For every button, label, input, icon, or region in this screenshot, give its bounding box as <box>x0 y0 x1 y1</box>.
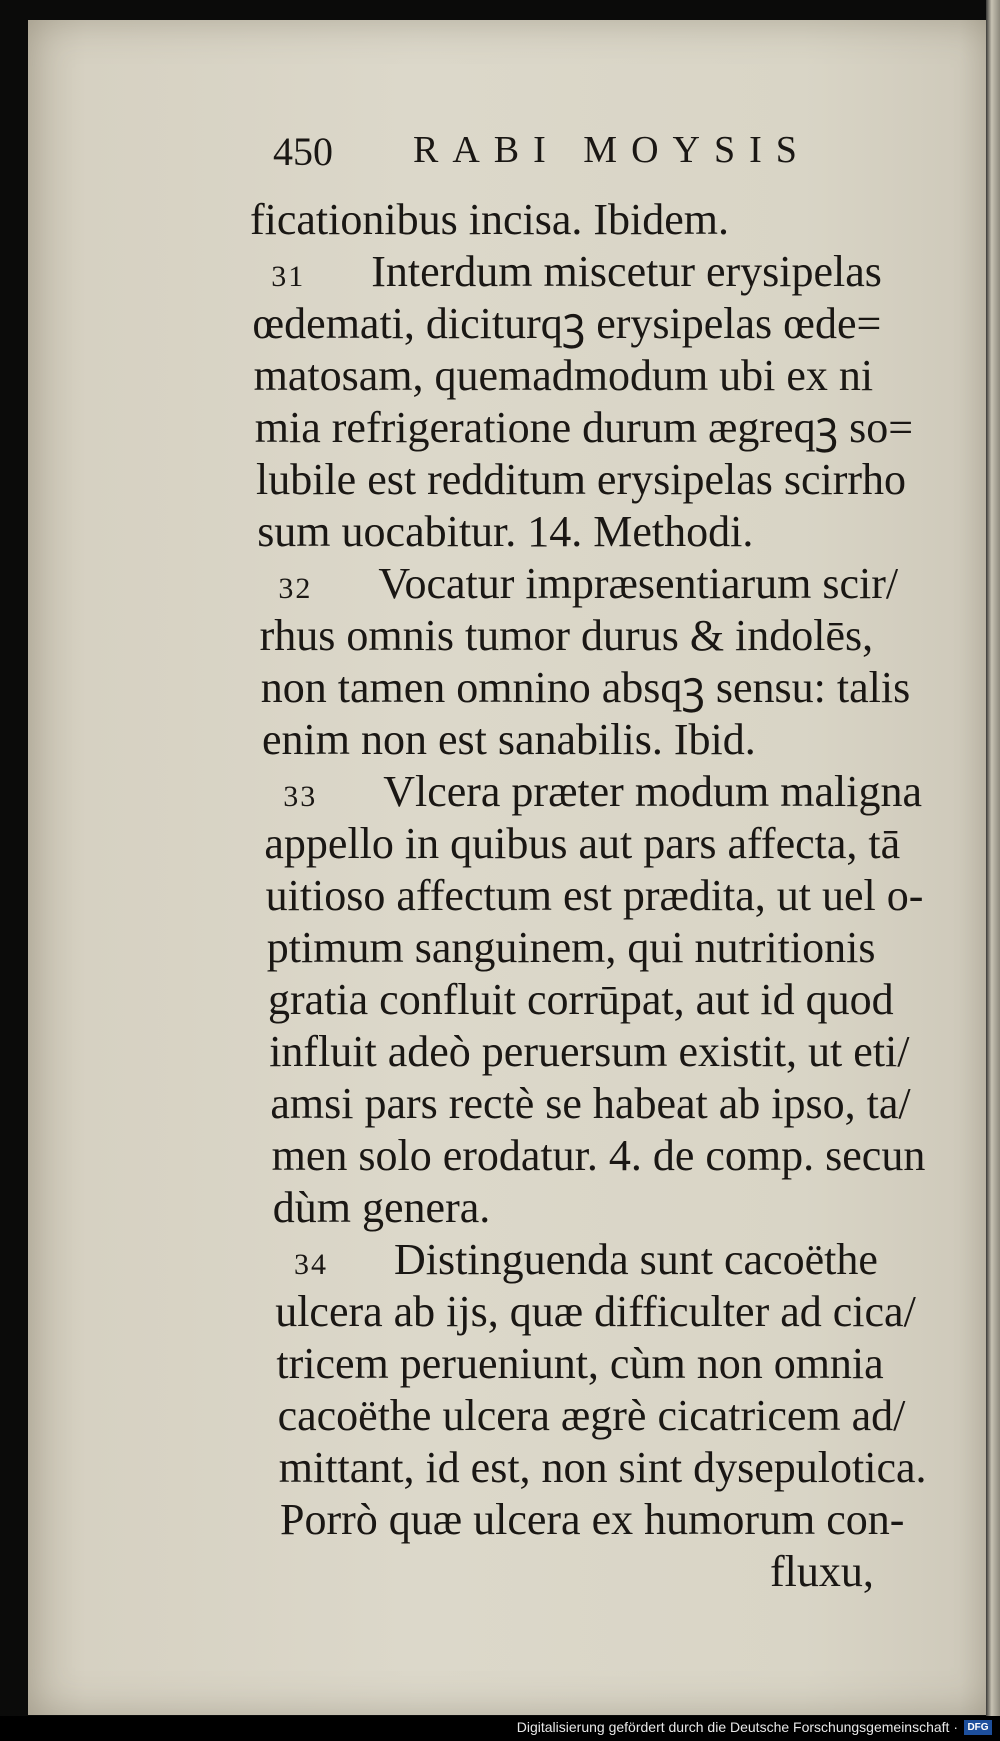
line-text: mittant, id est, non sint dysepulotica. <box>278 1443 927 1492</box>
line-text: amsi pars rectè se habeat ab ipso, ta/ <box>270 1079 911 1128</box>
text-line <box>261 663 910 713</box>
text-line <box>262 715 756 765</box>
text-line <box>280 1495 904 1545</box>
text-line <box>269 1027 909 1077</box>
text-line <box>257 507 753 557</box>
line-text: ptimum sanguinem, qui nutritionis <box>266 923 876 972</box>
line-text: dùm genera. <box>272 1183 491 1232</box>
text-line <box>264 819 900 869</box>
text-line <box>279 1443 927 1493</box>
line-text: appello in quibus aut pars affecta, tā <box>264 819 901 868</box>
page-edge <box>986 0 1000 1741</box>
text-line <box>270 1079 910 1129</box>
text-line <box>260 611 874 661</box>
line-text: ficationibus incisa. Ibidem. <box>250 195 729 244</box>
text-line <box>275 1287 916 1337</box>
text-line <box>272 1131 926 1181</box>
text-line <box>271 247 882 302</box>
line-text: Vlcera præter modum maligna <box>383 767 923 816</box>
text-line <box>252 299 881 349</box>
text-line <box>273 1183 490 1233</box>
line-text: mia refrigeratione durum ægreqꝫ so= <box>254 403 914 452</box>
line-text: Interdum miscetur erysipelas <box>371 247 882 296</box>
line-text: ulcera ab ijs, quæ difficulter ad cica/ <box>275 1287 916 1336</box>
line-text: Vocatur impræsentiarum scir/ <box>378 559 899 608</box>
dfg-logo: DFG <box>964 1720 992 1735</box>
paragraph-number: 31 <box>271 260 306 293</box>
text-line <box>294 1235 878 1290</box>
text-line <box>267 923 876 973</box>
text-line <box>250 195 729 245</box>
text-line <box>254 351 874 401</box>
line-text: lubile est redditum erysipelas scirrho <box>256 455 907 504</box>
line-text: tricem perueniunt, cùm non omnia <box>276 1339 884 1388</box>
text-line <box>266 871 924 921</box>
line-text: enim non est sanabilis. Ibid. <box>262 715 756 764</box>
line-text: sum uocabitur. 14. Methodi. <box>257 507 754 556</box>
line-text: cacoëthe ulcera ægrè cicatricem ad/ <box>277 1391 906 1440</box>
text-line <box>268 975 894 1025</box>
text-line <box>278 1391 906 1441</box>
line-text: œdemati, diciturqꝫ erysipelas œde= <box>252 299 882 348</box>
line-text: influit adeò peruersum existit, ut eti/ <box>269 1027 910 1076</box>
line-text: Porrò quæ ulcera ex humorum con- <box>280 1495 905 1544</box>
paragraph-number: 32 <box>278 572 313 605</box>
text-line <box>276 1339 883 1389</box>
line-text: gratia confluit corrūpat, aut id quod <box>268 975 894 1024</box>
text-line <box>770 1547 874 1597</box>
line-text: men solo erodatur. 4. de comp. secun <box>271 1131 926 1180</box>
text-line <box>255 403 913 453</box>
line-text: rhus omnis tumor durus & indolēs, <box>259 611 874 660</box>
line-text: matosam, quemadmodum ubi ex ni <box>253 351 874 400</box>
page-header <box>273 128 993 188</box>
text-line <box>256 455 906 505</box>
running-title: RABI MOYSIS <box>413 129 811 171</box>
line-text: uitioso affectum est prædita, ut uel o- <box>265 871 924 920</box>
line-text: fluxu, <box>770 1547 874 1596</box>
paragraph-number: 33 <box>283 780 318 813</box>
line-text: Distinguenda sunt cacoëthe <box>394 1235 878 1284</box>
funding-credit: Digitalisierung gefördert durch die Deutsche Forschungsgemeinschaft · <box>516 1719 958 1735</box>
text-line <box>283 767 922 822</box>
page-number: 450 <box>273 129 333 174</box>
paragraph-number: 34 <box>294 1248 328 1281</box>
text-line <box>278 559 898 614</box>
book-page <box>28 20 998 1715</box>
footer-bar <box>0 1716 1000 1741</box>
line-text: non tamen omnino absqꝫ sensu: talis <box>260 663 911 712</box>
